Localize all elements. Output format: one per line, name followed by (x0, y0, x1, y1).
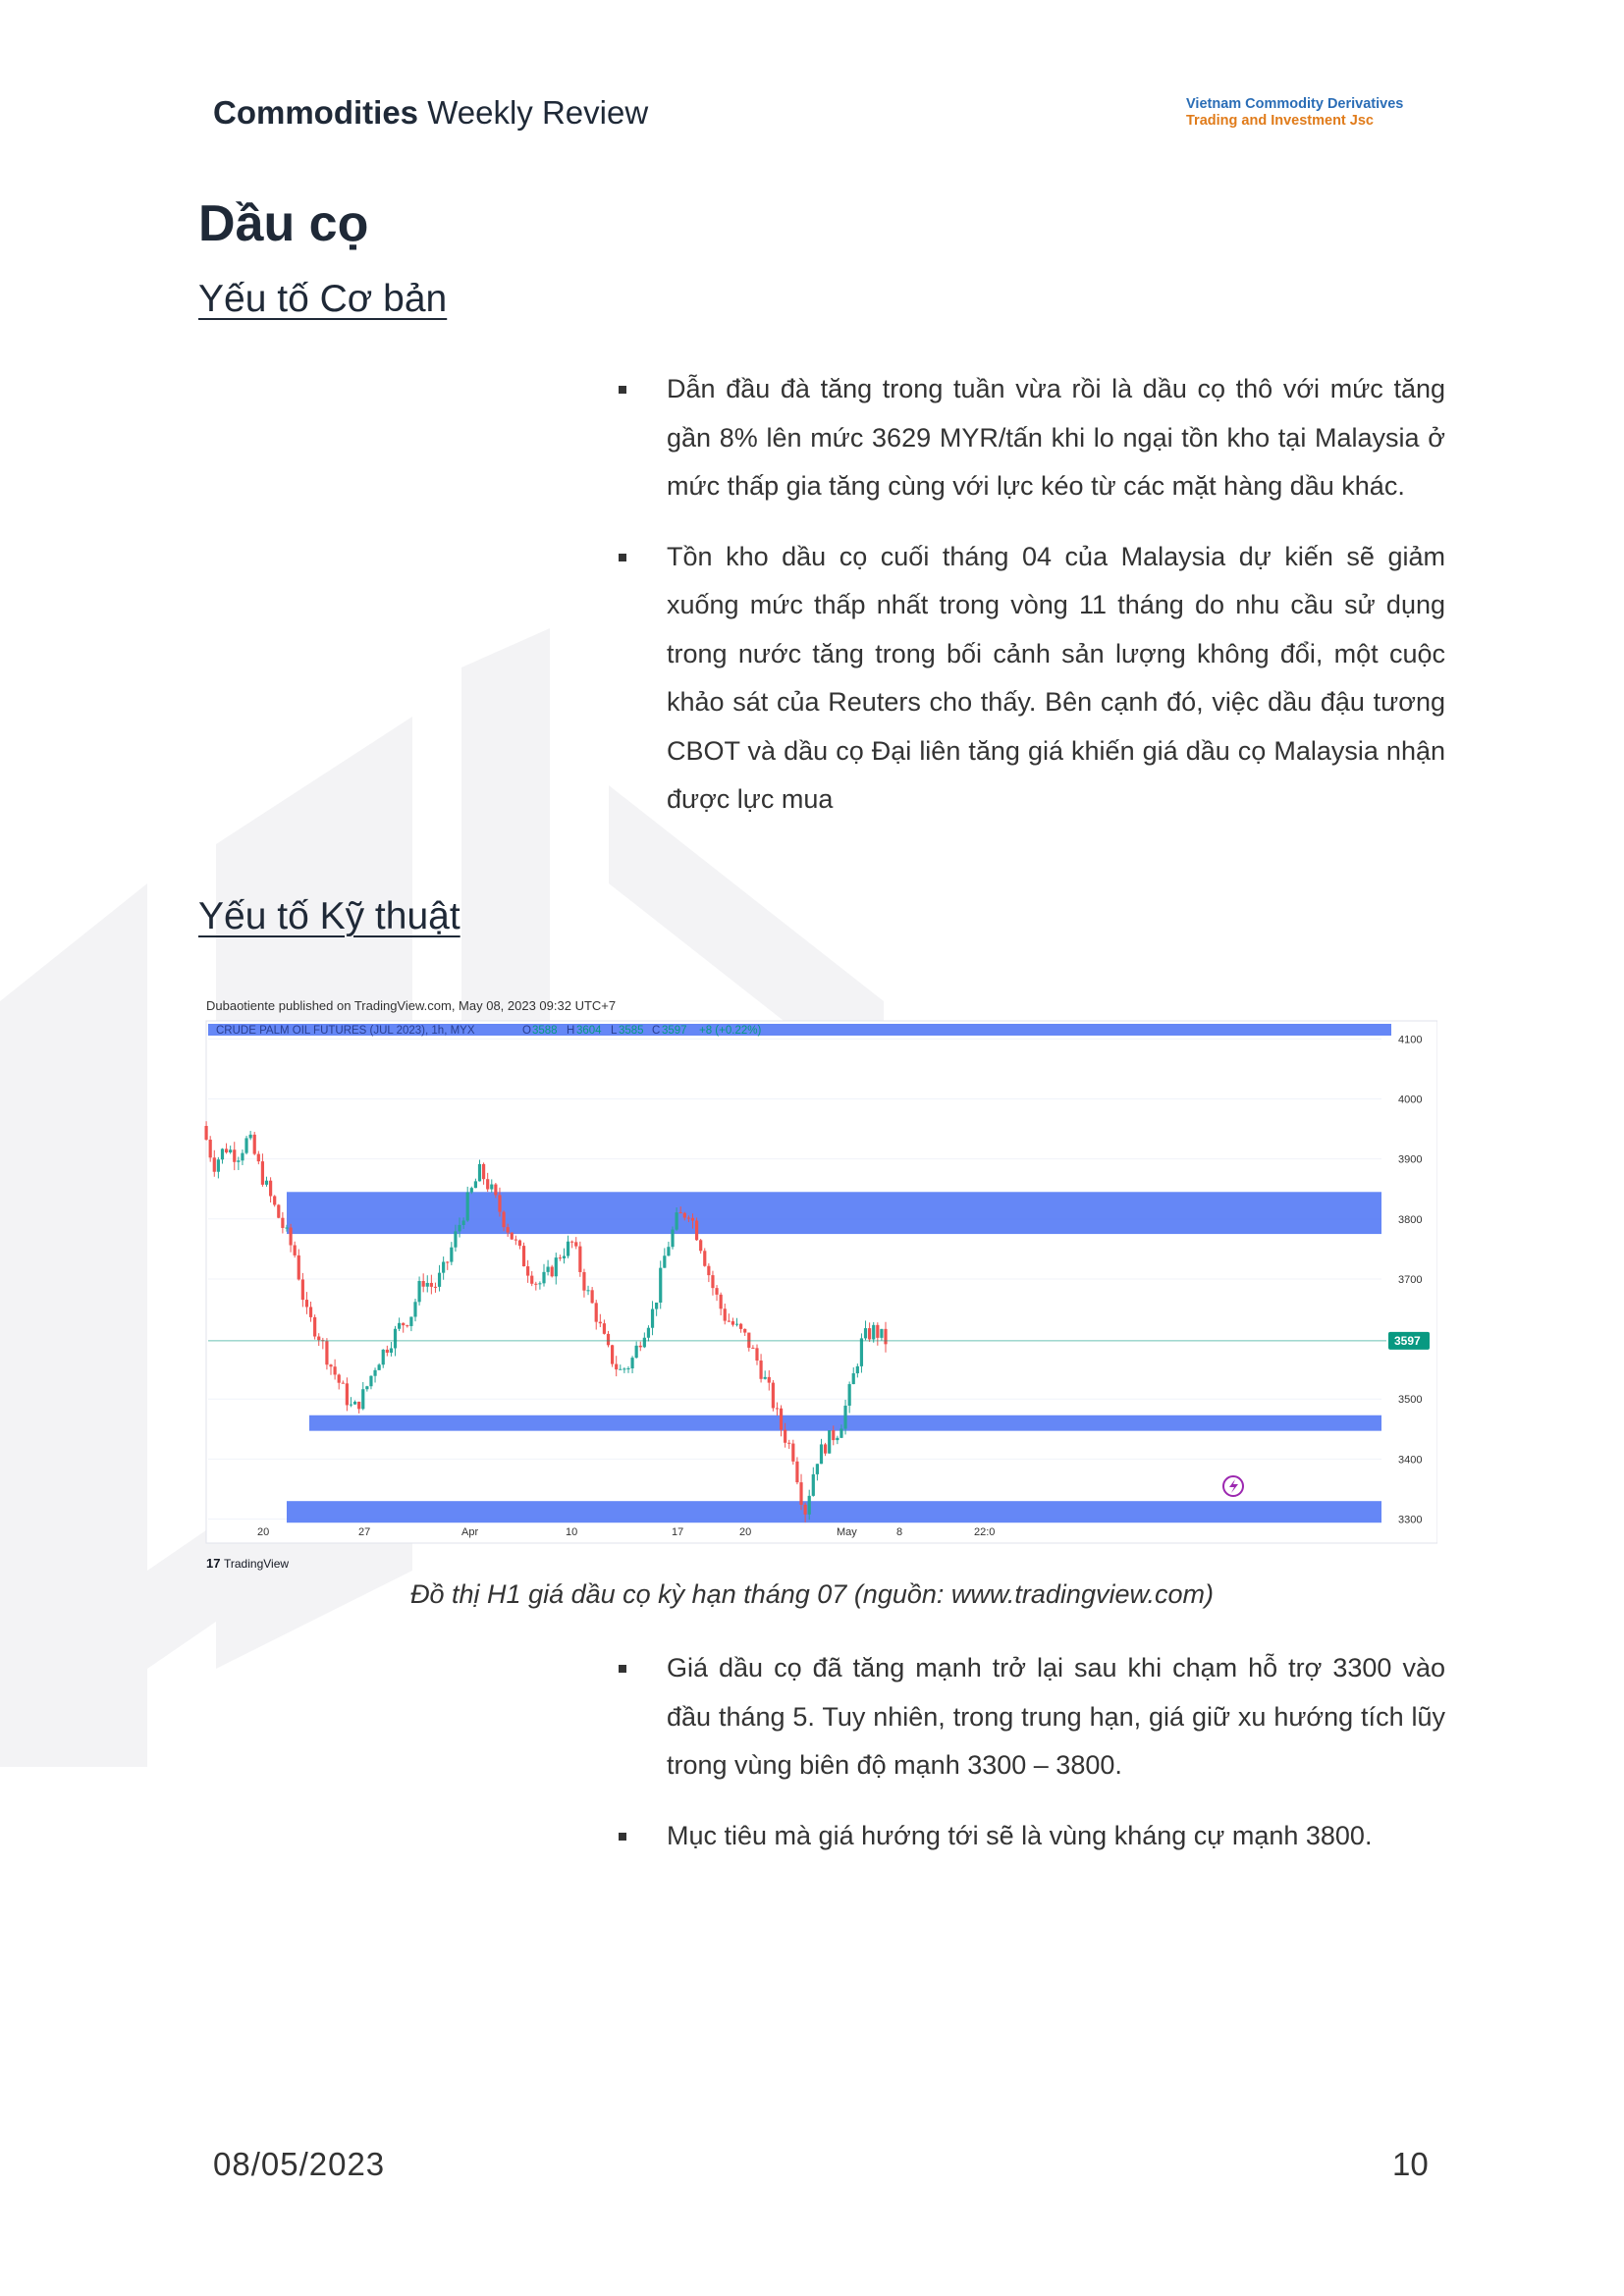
candle-body (724, 1308, 727, 1320)
candle-body (852, 1373, 855, 1384)
x-tick-label: 17 (672, 1526, 684, 1538)
candle-body (582, 1272, 585, 1291)
candle-body (856, 1366, 859, 1373)
candle-body (361, 1389, 364, 1409)
footer-date: 08/05/2023 (213, 2146, 386, 2182)
candle-body (784, 1430, 786, 1443)
candle-body (676, 1212, 678, 1230)
candle-body (630, 1358, 633, 1368)
candle-body (787, 1443, 790, 1444)
x-tick-label: 22:0 (974, 1526, 996, 1538)
list-item: Dẫn đầu đà tăng trong tuần vừa rồi là dầu cọ thô với mức tăng gần 8% lên mức 3629 MYR/tấn khi lo ngại tồn kho tại Malaysia ở mức thấp gia tăng cùng với lực kéo từ các mặt hàng dầu khác. (614, 365, 1445, 511)
candle-body (735, 1324, 738, 1325)
candle-body (755, 1348, 758, 1361)
candle-body (494, 1185, 497, 1196)
candle-body (522, 1246, 525, 1266)
bullet-marker (619, 1665, 626, 1673)
candle-body (538, 1283, 541, 1284)
candle-body (574, 1242, 577, 1246)
candle-body (711, 1275, 714, 1288)
candle-body (498, 1195, 501, 1211)
candle-body (409, 1317, 412, 1326)
candle-body (417, 1281, 420, 1302)
candle-body (261, 1161, 264, 1185)
candle-body (799, 1482, 802, 1505)
candle-body (828, 1430, 831, 1453)
list-item: Mục tiêu mà giá hướng tới sẽ là vùng kháng cự mạnh 3800. (614, 1812, 1445, 1861)
x-tick-label: May (837, 1526, 857, 1538)
candle-body (470, 1188, 473, 1192)
candle-body (313, 1317, 316, 1337)
candle-body (567, 1242, 569, 1256)
candle-body (309, 1307, 312, 1316)
candle-body (281, 1218, 284, 1228)
candle-body (382, 1350, 385, 1364)
candle-body (430, 1283, 433, 1287)
candle-body (747, 1333, 750, 1348)
candle-body (490, 1185, 493, 1190)
candle-body (816, 1464, 819, 1474)
candle-body (502, 1212, 505, 1228)
candle-body (237, 1160, 240, 1162)
candle-body (578, 1247, 581, 1272)
x-tick-label: Apr (461, 1526, 479, 1538)
candle-body (626, 1368, 629, 1369)
candle-body (687, 1218, 690, 1219)
fundamental-heading: Yếu tố Cơ bản (198, 278, 448, 320)
candle-body (880, 1329, 883, 1338)
candle-body (294, 1246, 297, 1255)
ohlc-low: 3585 (619, 1025, 644, 1037)
y-tick-label: 3800 (1398, 1213, 1423, 1226)
candle-body (884, 1329, 887, 1344)
candle-body (221, 1148, 224, 1159)
x-tick-label: 20 (257, 1526, 270, 1538)
ohlc-high: 3604 (576, 1025, 602, 1037)
tradingview-text: TradingView (224, 1557, 290, 1571)
candle-body (277, 1204, 280, 1217)
header-title: Commodities Weekly Review (213, 94, 649, 131)
candle-body (683, 1213, 686, 1218)
candle-body (285, 1228, 288, 1229)
y-tick-label: 4000 (1398, 1094, 1423, 1106)
candle-body (386, 1350, 389, 1353)
chart-caption: Đồ thị H1 giá dầu cọ kỳ hạn tháng 07 (nguồn: www.tradingview.com) (410, 1579, 1214, 1609)
candle-body (843, 1406, 846, 1428)
candle-body (586, 1290, 589, 1291)
candle-body (357, 1402, 360, 1409)
y-tick-label: 3500 (1398, 1394, 1423, 1407)
candle-body (426, 1283, 429, 1287)
candle-body (611, 1345, 614, 1363)
candle-body (298, 1255, 300, 1280)
symbol-label: CRUDE PALM OIL FUTURES (JUL 2023), 1h, MYX (216, 1025, 475, 1037)
candle-body (369, 1376, 372, 1387)
candle-body (751, 1348, 754, 1349)
candle-body (265, 1181, 268, 1185)
page-number: 10 (1392, 2146, 1429, 2182)
candle-body (663, 1255, 666, 1267)
candle-body (229, 1149, 232, 1152)
technical-bullets (614, 1644, 1445, 1882)
y-tick-label: 3300 (1398, 1514, 1423, 1526)
candle-body (514, 1240, 517, 1241)
candle-body (623, 1368, 625, 1369)
candle-body (607, 1334, 610, 1345)
candle-body (615, 1364, 618, 1370)
list-item: Giá dầu cọ đã tăng mạnh trở lại sau khi chạm hỗ trợ 3300 vào đầu tháng 5. Tuy nhiên, trong trung hạn, giá giữ xu hướng tích lũy trong vùng biên độ mạnh 3300 – 3800. (614, 1644, 1445, 1790)
candle-body (824, 1444, 827, 1453)
ohlc-close: 3597 (662, 1025, 687, 1037)
candle-body (249, 1135, 252, 1139)
candle-body (394, 1329, 397, 1349)
candle-body (289, 1228, 292, 1246)
candle-body (872, 1325, 875, 1340)
chart-published-text: Dubaotiente published on TradingView.com, May 08, 2023 09:32 UTC+7 (206, 998, 617, 1013)
candle-body (413, 1302, 416, 1316)
candle-body (225, 1148, 228, 1152)
candle-body (655, 1303, 658, 1309)
candle-body (273, 1197, 276, 1205)
candle-body (808, 1496, 811, 1515)
candle-body (530, 1276, 533, 1284)
ohlc-open-label: O (522, 1025, 531, 1037)
candle-body (731, 1321, 734, 1325)
x-tick-label: 10 (566, 1526, 578, 1538)
candle-body (338, 1374, 341, 1382)
candle-body (876, 1325, 879, 1338)
candle-body (728, 1321, 731, 1322)
candle-body (353, 1402, 356, 1405)
candle-body (795, 1462, 798, 1482)
candle-body (257, 1154, 260, 1162)
candle-body (768, 1377, 771, 1383)
candle-body (599, 1322, 602, 1323)
candle-body (860, 1338, 863, 1366)
candle-body (325, 1341, 328, 1364)
candle-body (378, 1364, 381, 1370)
candle-body (699, 1240, 702, 1251)
candle-body (864, 1328, 867, 1338)
candle-body (244, 1138, 247, 1152)
candle-body (679, 1212, 682, 1213)
candle-body (482, 1164, 485, 1179)
candle-body (820, 1444, 823, 1464)
candle-body (804, 1505, 807, 1515)
fundamental-bullets (614, 365, 1445, 846)
candle-body (458, 1225, 460, 1231)
candle-body (209, 1140, 212, 1157)
candle-body (868, 1328, 871, 1339)
candle-body (486, 1179, 489, 1189)
candle-body (233, 1149, 236, 1162)
candle-body (442, 1262, 445, 1273)
candle-body (511, 1233, 514, 1240)
candle-body (671, 1230, 674, 1248)
candle-body (305, 1300, 308, 1307)
candle-body (691, 1218, 694, 1221)
section-title: Dầu cọ (198, 195, 369, 252)
candle-body (526, 1266, 529, 1276)
candle-body (651, 1309, 654, 1328)
x-tick-label: 8 (896, 1526, 903, 1538)
chart-svg (198, 982, 1437, 1578)
candle-body (595, 1303, 598, 1321)
candle-body (346, 1383, 349, 1405)
candle-body (329, 1364, 332, 1366)
price-chart (198, 982, 1437, 1578)
company-logo: Vietnam Commodity Derivatives Trading and Investment Jsc (1186, 96, 1404, 129)
candle-body (780, 1409, 783, 1430)
candle-body (438, 1273, 441, 1287)
candle-body (390, 1349, 393, 1354)
candle-body (373, 1370, 376, 1376)
candle-body (759, 1361, 762, 1379)
candle-body (563, 1256, 566, 1258)
bullet-marker (619, 386, 626, 394)
candle-body (402, 1323, 405, 1325)
y-tick-label: 3700 (1398, 1273, 1423, 1286)
candle-body (546, 1267, 549, 1272)
candle-body (848, 1384, 851, 1406)
candle-body (639, 1346, 642, 1348)
candle-body (559, 1257, 562, 1258)
candle-body (839, 1428, 842, 1437)
candle-body (647, 1328, 650, 1338)
y-tick-label: 3900 (1398, 1153, 1423, 1166)
candle-body (542, 1272, 545, 1283)
candle-body (772, 1383, 775, 1409)
candle-body (342, 1383, 345, 1384)
y-tick-label: 3400 (1398, 1454, 1423, 1467)
ohlc-low-label: L (611, 1025, 618, 1037)
candle-body (213, 1157, 216, 1171)
candle-body (603, 1323, 606, 1334)
candle-body (365, 1386, 368, 1389)
candle-body (269, 1181, 272, 1197)
candle-body (454, 1231, 457, 1247)
candle-body (570, 1242, 573, 1243)
ohlc-close-label: C (652, 1025, 661, 1037)
bullet-marker (619, 1833, 626, 1841)
candle-body (301, 1279, 304, 1300)
candle-body (715, 1288, 718, 1295)
candle-body (204, 1126, 207, 1140)
candle-body (791, 1444, 794, 1462)
candle-body (474, 1181, 477, 1188)
bullet-marker (619, 554, 626, 561)
candle-body (317, 1337, 320, 1341)
candle-body (703, 1251, 706, 1265)
candle-body (832, 1430, 835, 1440)
candle-body (720, 1295, 723, 1308)
candle-body (422, 1281, 425, 1287)
candle-body (241, 1153, 244, 1161)
candle-body (406, 1325, 408, 1326)
ohlc-open: 3588 (532, 1025, 558, 1037)
candle-body (551, 1267, 554, 1277)
candle-body (446, 1262, 449, 1263)
candle-body (643, 1338, 646, 1348)
candle-body (776, 1408, 779, 1409)
resistance-zone (287, 1192, 1381, 1234)
candle-body (350, 1405, 352, 1406)
candle-body (478, 1164, 481, 1181)
candle-body (739, 1324, 742, 1329)
candle-body (462, 1220, 465, 1224)
candle-body (253, 1135, 256, 1154)
candle-body (450, 1248, 453, 1262)
candle-body (591, 1290, 594, 1303)
candle-body (836, 1438, 839, 1440)
candle-body (619, 1369, 622, 1370)
ohlc-high-label: H (567, 1025, 575, 1037)
support-zone-lower (287, 1501, 1381, 1522)
candle-body (334, 1366, 337, 1374)
x-tick-label: 20 (739, 1526, 752, 1538)
tradingview-logo (206, 1556, 289, 1571)
ohlc-change: +8 (+0.22%) (699, 1025, 762, 1037)
candle-body (217, 1159, 220, 1171)
technical-heading: Yếu tố Kỹ thuật (198, 895, 460, 937)
candle-body (812, 1474, 815, 1496)
y-tick-label: 4100 (1398, 1034, 1423, 1046)
candle-body (659, 1268, 662, 1303)
x-tick-label: 27 (358, 1526, 371, 1538)
candle-body (764, 1377, 767, 1379)
candle-body (518, 1241, 521, 1247)
last-price-label: 3597 (1394, 1333, 1421, 1348)
candle-body (743, 1329, 746, 1333)
list-item: Tồn kho dầu cọ cuối tháng 04 của Malaysia dự kiến sẽ giảm xuống mức thấp nhất trong vòng 11 tháng do nhu cầu sử dụng trong nước tăng trong bối cảnh sản lượng không đổi, một cuộc khảo sát của Reuters cho thấy. Bên cạnh đó, việc dầu đậu tương CBOT và dầu cọ Đại liên tăng giá khiến giá dầu cọ Malaysia nhận được lực mua (614, 533, 1445, 825)
candle-body (434, 1287, 437, 1288)
candle-body (534, 1284, 537, 1285)
candle-body (466, 1193, 469, 1221)
lightning-icon (1223, 1476, 1243, 1496)
tradingview-mark: 17 (206, 1556, 221, 1571)
candle-body (635, 1346, 638, 1358)
candle-body (398, 1323, 401, 1329)
candle-body (707, 1266, 710, 1275)
candle-body (555, 1257, 558, 1276)
candle-body (507, 1227, 510, 1232)
candle-body (667, 1247, 670, 1255)
candle-body (695, 1220, 698, 1240)
